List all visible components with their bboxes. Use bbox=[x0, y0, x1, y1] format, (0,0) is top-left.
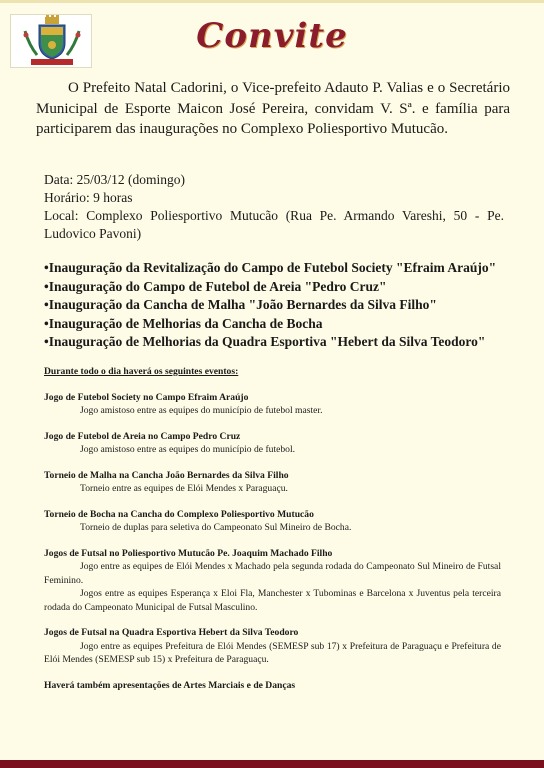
event-location: Local: Complexo Poliesportivo Mutucão (Rua Pe. Armando Vareshi, 50 - Pe. Ludovico Pavoni) bbox=[44, 208, 504, 241]
list-item: •Inauguração de Melhorias da Cancha de Bocha bbox=[44, 315, 323, 331]
event-item bbox=[44, 508, 501, 535]
inaugurations-list bbox=[44, 259, 524, 352]
event-description: Jogo entre as equipes de Elói Mendes x Machado pela segunda rodada do Campeonato Sul Mineiro de Futsal Feminino. bbox=[44, 561, 501, 586]
event-date: Data: 25/03/12 (domingo) bbox=[44, 172, 185, 187]
event-description: Jogo amistoso entre as equipes do município de futebol master. bbox=[80, 405, 323, 416]
event-title: Jogos de Futsal no Poliesportivo Mutucão Pe. Joaquim Machado Filho bbox=[44, 547, 333, 559]
event-item bbox=[44, 391, 501, 418]
event-item bbox=[44, 626, 501, 667]
event-item bbox=[44, 547, 501, 615]
event-title: Torneio de Malha na Cancha João Bernardes da Silva Filho bbox=[44, 469, 289, 481]
top-border bbox=[0, 0, 544, 3]
event-description: Jogo amistoso entre as equipes do município de futebol. bbox=[80, 444, 296, 455]
events-heading: Durante todo o dia haverá os seguintes eventos: bbox=[44, 366, 239, 377]
list-item: •Inauguração de Melhorias da Quadra Esportiva "Hebert da Silva Teodoro" bbox=[44, 334, 486, 349]
event-title: Torneio de Bocha na Cancha do Complexo Poliesportivo Mutucão bbox=[44, 508, 314, 520]
event-description: Jogos entre as equipes Esperança x Eloi Fla, Manchester x Tubominas e Barcelona x Juventus pela terceira rodada do Campeonato Municipal de Futsal Masculino. bbox=[44, 588, 501, 613]
event-item bbox=[44, 430, 501, 457]
event-item bbox=[44, 469, 501, 496]
intro-paragraph: O Prefeito Natal Cadorini, o Vice-prefeito Adauto P. Valias e o Secretário Municipal de Esporte Maicon José Pereira, convidam V. Sª. e família para participarem das inaugurações no Complexo Poliesportivo Mutucão. bbox=[36, 80, 510, 137]
list-item: •Inauguração do Campo de Futebol de Areia "Pedro Cruz" bbox=[44, 278, 387, 294]
event-time: Horário: 9 horas bbox=[44, 190, 133, 205]
event-description: Torneio entre as equipes de Elói Mendes x Paraguaçu. bbox=[80, 483, 288, 494]
list-item: •Inauguração da Revitalização do Campo de Futebol Society "Efraim Araújo" bbox=[44, 260, 497, 275]
event-details bbox=[44, 171, 504, 243]
final-note: Haverá também apresentações de Artes Marciais e de Danças bbox=[44, 679, 296, 691]
event-title: Jogo de Futebol de Areia no Campo Pedro Cruz bbox=[44, 430, 241, 442]
event-title: Jogo de Futebol Society no Campo Efraim Araújo bbox=[44, 391, 249, 403]
events-section bbox=[44, 365, 501, 692]
list-item: •Inauguração da Cancha de Malha "João Bernardes da Silva Filho" bbox=[44, 297, 437, 312]
invitation-title: Convite bbox=[196, 16, 348, 56]
event-description: Jogo entre as equipes Prefeitura de Elói Mendes (SEMESP sub 17) x Prefeitura de Paraguaçu e Prefeitura de Elói Mendes (SEMESP sub 15) x Prefeitura de Paraguaçu. bbox=[44, 640, 501, 665]
bottom-border bbox=[0, 760, 544, 768]
event-title: Jogos de Futsal na Quadra Esportiva Hebert da Silva Teodoro bbox=[44, 627, 299, 638]
event-description: Torneio de duplas para seletiva do Campeonato Sul Mineiro de Bocha. bbox=[80, 522, 352, 533]
